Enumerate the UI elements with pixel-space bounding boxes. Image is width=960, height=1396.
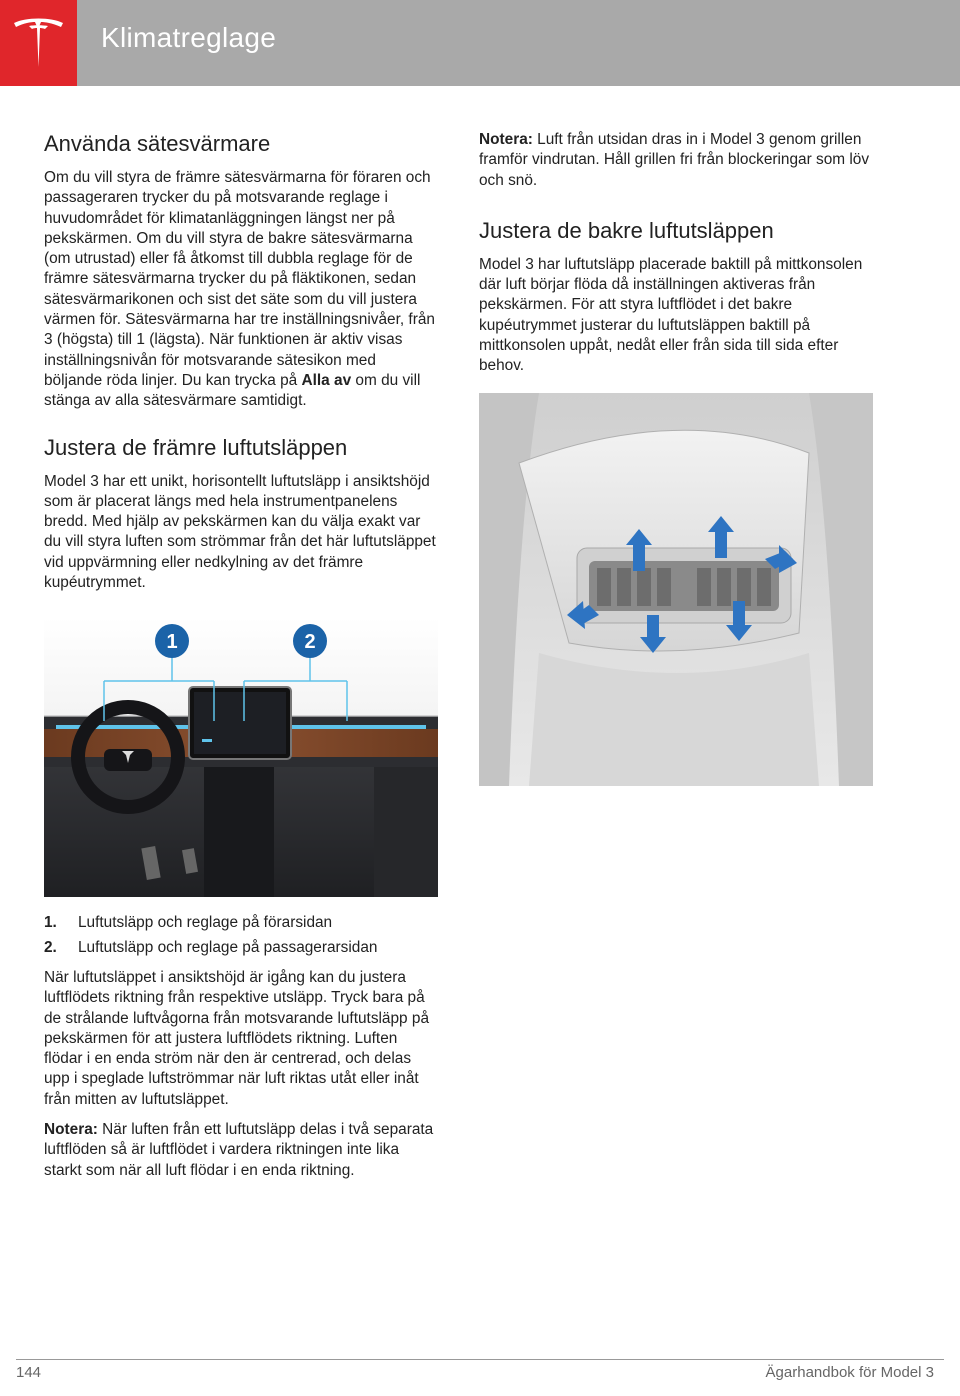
rear-vents-paragraph: Model 3 har luftutsläpp placerade baktill på mittkonsolen där luft börjar flöda då inställningen aktiveras från pekskärmen. För att styra luftflödet i det bakre kupéutrymmet justerar du luftutsläppen baktill på mittkonsolen uppåt, nedåt eller från sida till sida efter behov.	[479, 255, 863, 375]
seat-heaters-text-2: om du vill stänga av alla sätesvärmare samtidigt.	[44, 371, 421, 410]
heading-seat-heaters: Använda sätesvärmare	[44, 131, 271, 156]
page-number: 144	[16, 1364, 42, 1381]
list-item-number: 2.	[44, 938, 57, 956]
front-vents-paragraph: Model 3 har ett unikt, horisontellt luftutsläpp i ansiktshöjd som är placerat längs med hela instrumentpanelens bredd. Med hjälp av pekskärmen kan du välja exakt var du vill styra luften som strömmar från det här luftutsläppet vid uppvärmning eller nedkylning av det främre kupéutrymmet.	[44, 472, 436, 592]
page-header	[0, 0, 960, 86]
dashboard-illustration	[44, 617, 438, 897]
note-text: Luft från utsidan dras in i Model 3 genom grillen framför vindrutan. Håll grillen fri från blockeringar som löv och snö.	[479, 131, 870, 189]
list-item-text: Luftutsläpp och reglage på passagerarsidan	[78, 938, 378, 956]
all-off-label: Alla av	[301, 371, 352, 389]
list-item	[44, 938, 438, 958]
vent-direction-paragraph: När luftutsläppet i ansiktshöjd är igång kan du justera luftflödets riktning från respektive utsläpp. Tryck bara på de strålande luftvågorna från motsvarande luftutsläpp på pekskärmen för att justera luftflödets riktning. Luften flödar i en enda ström när den är centrerad, och delas upp i speglade luftströmmar när luft riktas utåt eller inåt från mitten av luftutsläppet.	[44, 968, 430, 1108]
brand-logo-box	[0, 0, 77, 86]
callout-2	[293, 624, 327, 658]
left-column	[44, 130, 438, 1181]
note-label: Notera:	[44, 1121, 98, 1139]
heading-front-vents: Justera de främre luftutsläppen	[44, 434, 348, 460]
heading-rear-vents: Justera de bakre luftutsläppen	[479, 217, 774, 243]
callout-1	[155, 624, 189, 658]
footer-divider	[16, 1359, 944, 1360]
right-column	[479, 130, 873, 786]
note-split-airflow	[44, 1120, 438, 1181]
note-text: När luften från ett luftutsläpp delas i två separata luftflöden så är luftflödet i vardera riktningen inte lika starkt som när all luft flödar i en enda riktning.	[44, 1121, 434, 1179]
seat-heaters-paragraph	[44, 168, 438, 412]
list-item	[44, 913, 438, 933]
svg-text:2: 2	[304, 631, 316, 654]
seat-heaters-text-1: Om du vill styra de främre sätesvärmarna för föraren och passageraren trycker du på motsvarande reglage i huvudområdet för klimatanläggningen längst ner på pekskärmen. Om du vill styra de bakre sätesvärmarna (om utrustad) eller få åtkomst till dubbla reglage för de främre sätesvärmarna trycker du på fläktikonen, sedan sätesvärmarikonen och sist det säte som du vill justera värmen för. Sätesvärmarna har tre inställningsnivåer, från 3 (högsta) till 1 (lägsta). När funktionen är aktiv visas inställningsnivån för motsvarande sätesikon med böljande röda linjer. Du kan trycka på	[44, 169, 435, 389]
note-label: Notera:	[479, 131, 533, 148]
list-item-text: Luftutsläpp och reglage på förarsidan	[78, 914, 333, 932]
tesla-logo-icon	[12, 17, 65, 69]
svg-text:1: 1	[166, 631, 178, 654]
rear-vent-illustration	[479, 393, 873, 786]
note-outside-air	[479, 130, 873, 191]
callout-list	[44, 913, 438, 958]
footer-title: Ägarhandbok för Model 3	[765, 1364, 934, 1381]
list-item-number: 1.	[44, 914, 57, 932]
page-title: Klimatreglage	[101, 22, 277, 53]
